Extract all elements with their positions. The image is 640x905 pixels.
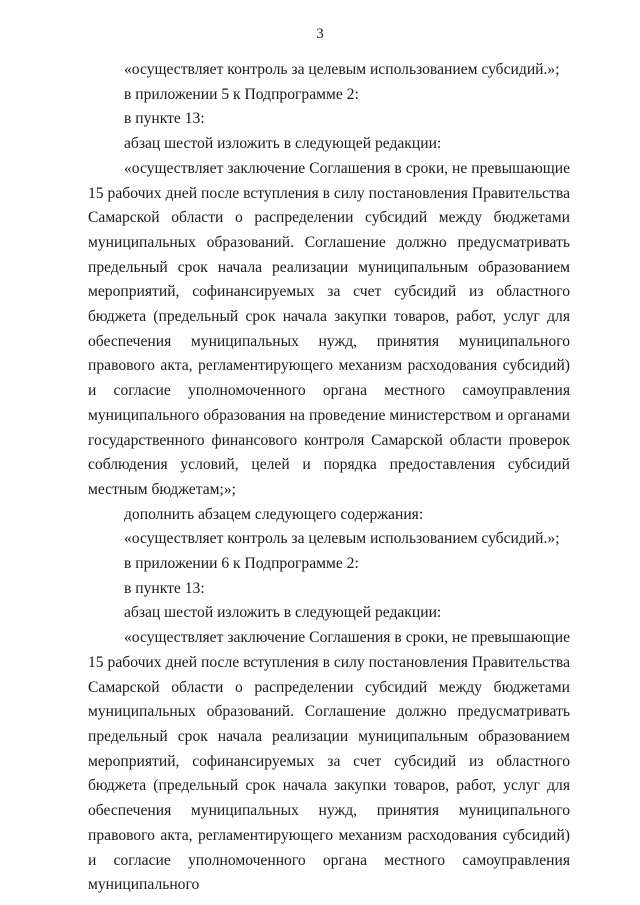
paragraph-control-clause-1: «осуществляет контроль за целевым использованием субсидий.»;	[124, 61, 560, 78]
paragraph-sixth-abzac-b: абзац шестой изложить в следующей редакции:	[124, 604, 442, 622]
paragraph-supplement: дополнить абзацем следующего содержания:	[124, 505, 424, 523]
paragraph-sixth-abzac-a: абзац шестой изложить в следующей редакции:	[124, 135, 442, 153]
document-body	[88, 58, 570, 898]
paragraph-item-13-b: в пункте 13:	[124, 579, 205, 597]
page-number: 3	[316, 26, 324, 42]
paragraph-appendix-6: в приложении 6 к Подпрограмме 2:	[124, 555, 359, 573]
paragraph-appendix-5: в приложении 5 к Подпрограмме 2:	[124, 85, 359, 103]
paragraph-control-clause-2: «осуществляет контроль за целевым использованием субсидий.»;	[124, 530, 560, 548]
paragraph-item-13-a: в пункте 13:	[124, 110, 205, 128]
paragraph-agreement-clause-2: «осуществляет заключение Соглашения в сроки, не превышающие 15 рабочих дней после вступления в силу постановления Правительства Самарской области о распределении субсидий между бюджетами муниципальных образований. Соглашение должно предусматривать предельный срок начала реализации муниципальным образованием мероприятий, софинансируемых за счет субсидий из областного бюджета (предельный срок начала закупки товаров, работ, услуг для обеспечения муниципальных нужд, принятия муниципального правового акта, регламентирующего механизм расходования субсидий) и согласие уполномоченного органа местного самоуправления муниципального	[88, 629, 570, 894]
paragraph-agreement-clause-1: «осуществляет заключение Соглашения в сроки, не превышающие 15 рабочих дней после вступления в силу постановления Правительства Самарской области о распределении субсидий между бюджетами муниципальных образований. Соглашение должно предусматривать предельный срок начала реализации муниципальным образованием мероприятий, софинансируемых за счет субсидий из областного бюджета (предельный срок начала закупки товаров, работ, услуг для обеспечения муниципальных нужд, принятия муниципального правового акта, регламентирующего механизм расходования субсидий) и согласие уполномоченного органа местного самоуправления муниципального образования на проведение министерством и органами государственного финансового контроля Самарской области проверок соблюдения условий, целей и порядка предоставления субсидий местным бюджетам;»;	[88, 159, 570, 498]
